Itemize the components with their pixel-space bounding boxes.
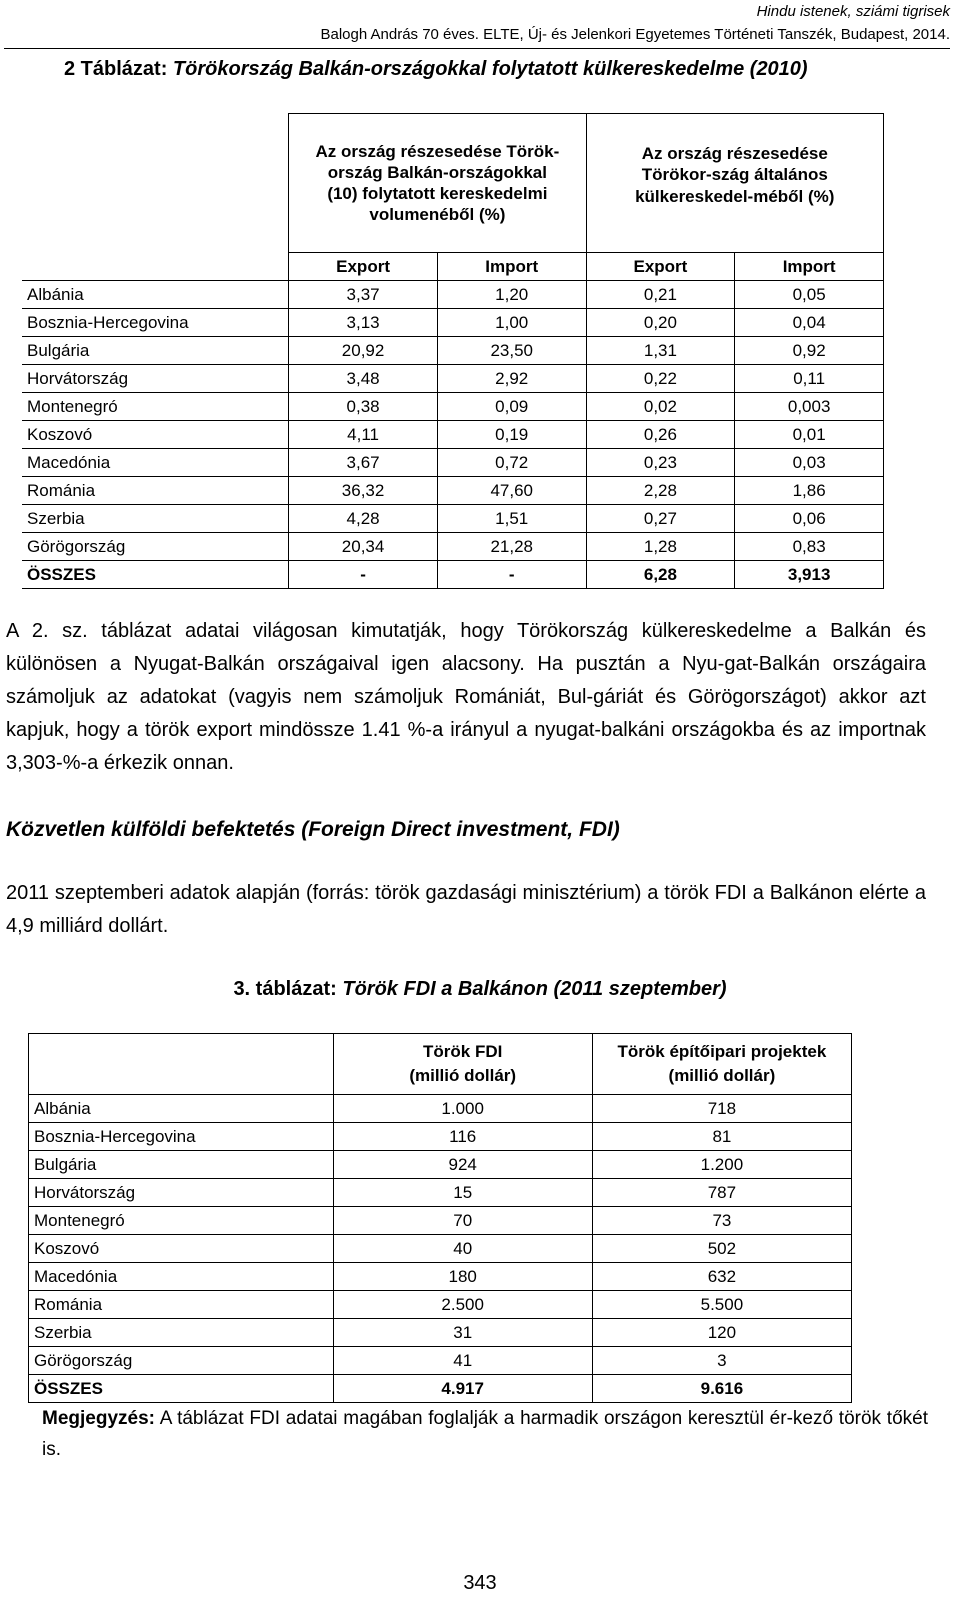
body-paragraph-2: 2011 szeptemberi adatok alapján (forrás: török gazdasági minisztérium) a török FDI a Balkánon elérte a 4,9 milliárd dollárt. [6,882,926,937]
value-cell: 1,51 [437,505,586,533]
table2-total-cell: 9.616 [592,1375,851,1403]
value-cell: 81 [592,1123,851,1151]
value-cell: 70 [333,1207,592,1235]
value-cell: 31 [333,1319,592,1347]
value-cell: 120 [592,1319,851,1347]
value-cell: 1,31 [586,337,735,365]
value-cell: 47,60 [437,477,586,505]
value-cell: 15 [333,1179,592,1207]
country-cell: Bulgária [22,337,289,365]
country-cell: Görögország [22,533,289,561]
country-cell: Horvátország [22,365,289,393]
table-row [29,1207,852,1235]
body-paragraph-1: A 2. sz. táblázat adatai világosan kimutatják, hogy Törökország külkereskedelme a Balkán és különösen a Nyugat-Balkán országaival igen alacsony. Ha pusztán a Nyu-gat-Balkán országaira számoljuk az adatokat (vagyis nem számoljuk Romániát, Bul-gáriát és Görögországot) akkor azt kapjuk, hogy a török export mindössze 1.41 %-a irányul a nyugat-balkáni országokba és az importnak 3,303-%-a érkezik onnan. [6,620,926,774]
value-cell: 5.500 [592,1291,851,1319]
value-cell: 0,003 [735,393,884,421]
table-row [22,449,884,477]
value-cell: 2,92 [437,365,586,393]
value-cell: 2.500 [333,1291,592,1319]
country-cell: Bulgária [29,1151,334,1179]
value-cell: 20,92 [289,337,438,365]
value-cell: 0,22 [586,365,735,393]
value-cell: 0,20 [586,309,735,337]
table-row [29,1123,852,1151]
country-cell: Koszovó [29,1235,334,1263]
table1-caption-prefix: 2 Táblázat: [64,58,173,80]
subheader-import-1: Import [437,253,586,281]
table-row [29,1263,852,1291]
table1-caption-title: Törökország Balkán-országokkal folytatott külkereskedelme (2010) [172,58,808,80]
table1-corner-cell [22,114,289,253]
table2-col1-header-line2: (millió dollár) [409,1066,517,1085]
trade-table [22,113,884,589]
table2-body [29,1095,852,1375]
country-cell: Románia [29,1291,334,1319]
table1-group2-header-text: Az ország részesedése Törökor-szág általános külkereskedel-méből (%) [635,144,835,206]
country-cell: Bosznia-Hercegovina [22,309,289,337]
value-cell: 0,26 [586,421,735,449]
table-row [22,477,884,505]
value-cell: 787 [592,1179,851,1207]
table1-total-cell: 3,913 [735,561,884,589]
value-cell: 1,20 [437,281,586,309]
fdi-table [28,1033,852,1403]
country-cell: Bosznia-Hercegovina [29,1123,334,1151]
value-cell: 41 [333,1347,592,1375]
table-row [29,1095,852,1123]
value-cell: 23,50 [437,337,586,365]
value-cell: 0,09 [437,393,586,421]
table-row [29,1235,852,1263]
value-cell: 21,28 [437,533,586,561]
table2-col2-header [592,1034,851,1095]
value-cell: 0,92 [735,337,884,365]
table2-col1-header-line1: Török FDI [423,1042,503,1062]
value-cell: 0,01 [735,421,884,449]
value-cell: 1,86 [735,477,884,505]
value-cell: 924 [333,1151,592,1179]
value-cell: 0,02 [586,393,735,421]
value-cell: 0,19 [437,421,586,449]
table1-body [22,281,884,561]
value-cell: 73 [592,1207,851,1235]
table-row [29,1291,852,1319]
value-cell: 1.200 [592,1151,851,1179]
value-cell: 0,27 [586,505,735,533]
running-header-title: Hindu istenek, sziámi tigrisek [756,3,950,20]
table1-group1-header-text: Az ország részesedése Török-ország Balkán-országokkal (10) folytatott kereskedelmi volumenéből (%) [315,141,560,225]
value-cell: 0,72 [437,449,586,477]
value-cell: 718 [592,1095,851,1123]
value-cell: 20,34 [289,533,438,561]
value-cell: 0,04 [735,309,884,337]
value-cell: 0,05 [735,281,884,309]
header-rule [4,48,950,49]
value-cell: 0,38 [289,393,438,421]
country-cell: Albánia [29,1095,334,1123]
table-row [22,421,884,449]
value-cell: 3,37 [289,281,438,309]
table-row [29,1179,852,1207]
table1-total-cell: - [437,561,586,589]
table2-col1-header [333,1034,592,1095]
table2-caption-title: Török FDI a Balkánon (2011 szeptember) [342,978,727,1000]
value-cell: 3 [592,1347,851,1375]
subheader-import-2: Import [735,253,884,281]
value-cell: 116 [333,1123,592,1151]
table-row [22,309,884,337]
table-row [22,281,884,309]
country-cell: Macedónia [29,1263,334,1291]
page-number: 343 [463,1572,497,1594]
country-cell: Szerbia [29,1319,334,1347]
country-cell: Szerbia [22,505,289,533]
table2-caption [0,978,960,1001]
country-cell: Görögország [29,1347,334,1375]
table-row [29,1319,852,1347]
value-cell: 0,03 [735,449,884,477]
table1-caption [64,58,808,81]
value-cell: 40 [333,1235,592,1263]
table-note [42,1403,928,1465]
value-cell: 0,11 [735,365,884,393]
value-cell: 3,67 [289,449,438,477]
value-cell: 3,13 [289,309,438,337]
section-heading: Közvetlen külföldi befektetés (Foreign Direct investment, FDI) [6,818,620,841]
table-row [22,533,884,561]
country-cell: Románia [22,477,289,505]
table1-group1-header [289,114,586,253]
country-cell: Montenegró [22,393,289,421]
country-cell: Koszovó [22,421,289,449]
value-cell: 36,32 [289,477,438,505]
table2-col2-header-line1: Török építőipari projektek [617,1042,827,1062]
value-cell: 0,06 [735,505,884,533]
country-cell: Montenegró [29,1207,334,1235]
table1-total-cell: 6,28 [586,561,735,589]
subheader-export-2: Export [586,253,735,281]
table-row [29,1347,852,1375]
table1-subheader-corner [22,253,289,281]
value-cell: 4,11 [289,421,438,449]
value-cell: 3,48 [289,365,438,393]
table-row [22,505,884,533]
value-cell: 2,28 [586,477,735,505]
value-cell: 502 [592,1235,851,1263]
value-cell: 4,28 [289,505,438,533]
table1-total-label: ÖSSZES [22,561,289,589]
country-cell: Macedónia [22,449,289,477]
table2-total-cell: 4.917 [333,1375,592,1403]
value-cell: 0,83 [735,533,884,561]
value-cell: 180 [333,1263,592,1291]
table2-total-label: ÖSSZES [29,1375,334,1403]
table1-header-row [22,114,884,253]
table-row [22,365,884,393]
note-text: A táblázat FDI adatai magában foglalják a harmadik országon keresztül ér-kező török tőkét is. [42,1408,928,1460]
table-row [22,337,884,365]
note-label: Megjegyzés: [42,1408,155,1429]
country-cell: Horvátország [29,1179,334,1207]
value-cell: 632 [592,1263,851,1291]
table-row [22,393,884,421]
table1-group2-header [586,114,883,253]
value-cell: 1,28 [586,533,735,561]
table2-corner-cell [29,1034,334,1095]
table1-subheader-row [22,253,884,281]
value-cell: 1.000 [333,1095,592,1123]
table1-total-cell: - [289,561,438,589]
running-header-source: Balogh András 70 éves. ELTE, Új- és Jelenkori Egyetemes Történeti Tanszék, Budapest, 2014. [320,26,950,43]
value-cell: 1,00 [437,309,586,337]
table2-total-row [29,1375,852,1403]
table2-col2-header-line2: (millió dollár) [668,1066,776,1085]
value-cell: 0,21 [586,281,735,309]
table-row [29,1151,852,1179]
table2-caption-prefix: 3. táblázat: [233,978,343,1000]
table1-total-row [22,561,884,589]
value-cell: 0,23 [586,449,735,477]
subheader-export-1: Export [289,253,438,281]
country-cell: Albánia [22,281,289,309]
table2-header-row [29,1034,852,1095]
